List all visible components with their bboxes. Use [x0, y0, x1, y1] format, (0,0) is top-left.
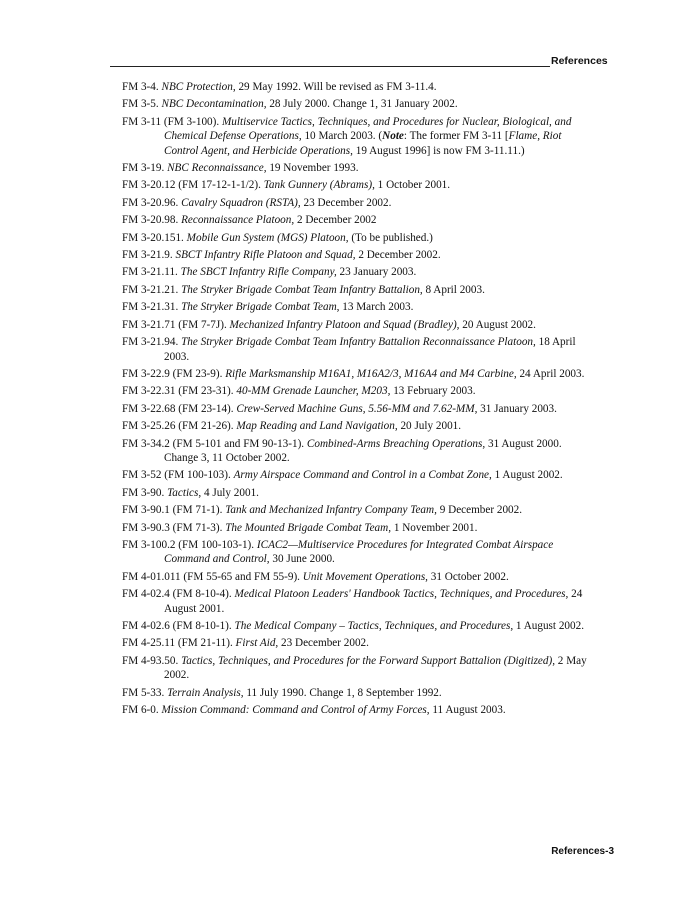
reference-number: FM 3-11 (FM 3-100).: [122, 115, 220, 128]
reference-number: FM 3-90.: [122, 486, 165, 499]
reference-entry: [122, 265, 592, 279]
reference-title: Multiservice Tactics, Techniques, and Procedures for Nuclear, Biological, and Chemical Defense Operations,: [164, 115, 572, 143]
reference-entry: [122, 196, 592, 210]
reference-entry: [122, 367, 592, 381]
reference-number: FM 4-25.11 (FM 21-11).: [122, 637, 233, 650]
reference-entry: [122, 213, 592, 227]
reference-entry: [122, 636, 592, 650]
reference-entry: [122, 318, 592, 332]
reference-entry: [122, 97, 592, 111]
reference-entry: [122, 686, 592, 700]
reference-number: FM 3-20.12 (FM 17-12-1-1/2).: [122, 179, 261, 192]
reference-entry: [122, 402, 592, 416]
reference-title: ICAC2—Multiservice Procedures for Integrated Combat Airspace Command and Control,: [164, 538, 554, 566]
reference-entry: [122, 178, 592, 192]
reference-details: 31 August 2000. Change 3, 11 October 2002.: [164, 437, 562, 464]
note-label: Note: [382, 130, 404, 143]
reference-entry: [122, 437, 592, 466]
reference-entry: [122, 521, 592, 535]
reference-entry: [122, 703, 592, 717]
reference-entry: [122, 486, 592, 500]
reference-details: 11 July 1990. Change 1, 8 September 1992.: [246, 686, 442, 699]
reference-title: The Stryker Brigade Combat Team,: [181, 301, 340, 314]
reference-number: FM 3-90.1 (FM 71-1).: [122, 504, 223, 517]
reference-number: FM 3-34.2 (FM 5-101 and FM 90-13-1).: [122, 437, 305, 450]
reference-entry: [122, 468, 592, 482]
reference-details: 23 December 2002.: [281, 637, 369, 650]
reference-number: FM 3-21.94.: [122, 336, 179, 349]
reference-entry: [122, 419, 592, 433]
reference-entry: [122, 300, 592, 314]
reference-title: The SBCT Infantry Rifle Company,: [180, 266, 337, 279]
reference-details: 1 October 2001.: [377, 179, 451, 192]
reference-title: Tank Gunnery (Abrams),: [263, 179, 375, 192]
reference-number: FM 3-22.9 (FM 23-9).: [122, 367, 223, 380]
reference-entry: [122, 619, 592, 633]
reference-number: FM 3-22.31 (FM 23-31).: [122, 385, 234, 398]
reference-entry: [122, 231, 592, 245]
reference-details: 24 August 2001.: [164, 588, 583, 615]
reference-details: 20 August 2002.: [462, 318, 536, 331]
reference-number: FM 4-01.011 (FM 55-65 and FM 55-9).: [122, 570, 300, 583]
reference-number: FM 3-20.98.: [122, 214, 179, 227]
reference-title: Tactics,: [167, 486, 202, 499]
reference-number: FM 5-33.: [122, 686, 165, 699]
reference-title: 40-MM Grenade Launcher, M203,: [236, 385, 391, 398]
reference-number: FM 3-100.2 (FM 100-103-1).: [122, 538, 255, 551]
reference-number: FM 3-19.: [122, 162, 165, 175]
reference-title: Army Airspace Command and Control in a Combat Zone,: [233, 469, 492, 482]
reference-title: First Aid,: [235, 637, 279, 650]
reference-entry: [122, 654, 592, 683]
reference-details: 13 February 2003.: [393, 385, 476, 398]
reference-number: FM 3-21.11.: [122, 266, 178, 279]
reference-details: 18 April 2003.: [164, 336, 576, 363]
reference-number: FM 4-93.50.: [122, 654, 179, 667]
reference-number: FM 3-52 (FM 100-103).: [122, 469, 231, 482]
reference-title: The Stryker Brigade Combat Team Infantry Battalion Reconnaissance Platoon,: [181, 336, 536, 349]
note-end: 19 August 1996] is now FM 3-11.11.): [355, 144, 525, 157]
reference-entry: [122, 570, 592, 584]
reference-details: 2 December 2002: [296, 214, 377, 227]
reference-number: FM 3-21.21.: [122, 283, 179, 296]
reference-number: FM 3-90.3 (FM 71-3).: [122, 521, 223, 534]
reference-title: Tank and Mechanized Infantry Company Team,: [225, 504, 437, 517]
reference-details: 23 January 2003.: [339, 266, 417, 279]
reference-title: The Mounted Brigade Combat Team,: [225, 521, 392, 534]
reference-details: 29 May 1992. Will be revised as FM 3-11.4.: [238, 81, 437, 93]
reference-number: FM 3-21.31.: [122, 301, 179, 314]
reference-details: 13 March 2003.: [342, 301, 414, 314]
reference-title: Medical Platoon Leaders' Handbook Tactics, Techniques, and Procedures,: [234, 588, 569, 601]
reference-number: FM 3-21.71 (FM 7-7J).: [122, 318, 227, 331]
reference-title: Combined-Arms Breaching Operations,: [306, 437, 486, 450]
reference-details: 1 November 2001.: [393, 521, 478, 534]
reference-number: FM 6-0.: [122, 704, 159, 717]
reference-number: FM 3-20.151.: [122, 231, 184, 244]
reference-entry: [122, 283, 592, 297]
reference-details: 30 June 2000.: [272, 553, 335, 566]
reference-entry: [122, 587, 592, 616]
reference-entry: [122, 248, 592, 262]
reference-title: NBC Protection,: [161, 81, 236, 93]
reference-entry: [122, 80, 592, 94]
reference-entry: [122, 503, 592, 517]
page-footer-number: References-3: [551, 846, 614, 857]
reference-details: 24 April 2003.: [519, 367, 585, 380]
reference-entry: [122, 115, 592, 158]
reference-number: FM 3-25.26 (FM 21-26).: [122, 420, 234, 433]
reference-details: 2 May 2002.: [164, 654, 587, 682]
header-rule: [110, 66, 550, 67]
reference-details: 20 July 2001.: [400, 420, 462, 433]
reference-title: Unit Movement Operations,: [302, 570, 428, 583]
reference-entry: [122, 538, 592, 567]
reference-title: Crew-Served Machine Guns, 5.56-MM and 7.62-MM,: [236, 402, 478, 415]
reference-number: FM 3-5.: [122, 98, 159, 111]
reference-title: Mobile Gun System (MGS) Platoon,: [186, 231, 349, 244]
reference-title: Mission Command: Command and Control of Army Forces,: [161, 704, 430, 717]
reference-details: 1 August 2002.: [494, 469, 563, 482]
page-header-title: References: [551, 55, 608, 67]
reference-number: FM 4-02.4 (FM 8-10-4).: [122, 588, 232, 601]
reference-details: 11 August 2003.: [432, 704, 506, 717]
reference-details: 31 October 2002.: [430, 570, 509, 583]
reference-number: FM 3-20.96.: [122, 196, 179, 209]
reference-details: 10 March 2003. (: [304, 130, 383, 143]
reference-title: The Stryker Brigade Combat Team Infantry Battalion,: [181, 283, 423, 296]
reference-number: FM 3-21.9.: [122, 249, 173, 262]
reference-entry: [122, 384, 592, 398]
note-title: Flame, Riot Control Agent, and Herbicide Operations,: [164, 130, 562, 157]
reference-title: Cavalry Squadron (RSTA),: [181, 196, 301, 209]
reference-details: 31 January 2003.: [480, 402, 557, 415]
reference-title: NBC Reconnaissance,: [167, 162, 267, 175]
reference-entry: [122, 335, 592, 364]
reference-number: FM 3-22.68 (FM 23-14).: [122, 402, 234, 415]
reference-title: Rifle Marksmanship M16A1, M16A2/3, M16A4 and M4 Carbine,: [225, 367, 517, 380]
reference-number: FM 3-4.: [122, 81, 159, 93]
reference-title: Mechanized Infantry Platoon and Squad (Bradley),: [229, 318, 460, 331]
reference-title: SBCT Infantry Rifle Platoon and Squad,: [175, 249, 356, 262]
reference-details: 4 July 2001.: [203, 486, 259, 499]
reference-title: Terrain Analysis,: [167, 686, 244, 699]
reference-title: NBC Decontamination,: [161, 98, 267, 111]
references-list: [122, 80, 592, 720]
note-text: : The former FM 3-11 [: [403, 130, 509, 143]
reference-title: Tactics, Techniques, and Procedures for the Forward Support Battalion (Digitized),: [181, 654, 555, 667]
reference-title: Reconnaissance Platoon,: [181, 214, 295, 227]
reference-title: The Medical Company – Tactics, Techniques, and Procedures,: [234, 620, 514, 632]
reference-details: 9 December 2002.: [439, 504, 523, 517]
reference-title: Map Reading and Land Navigation,: [236, 420, 398, 433]
reference-details: 8 April 2003.: [425, 283, 485, 296]
reference-details: 19 November 1993.: [269, 162, 359, 175]
reference-details: 2 December 2002.: [358, 249, 441, 262]
reference-details: (To be published.): [351, 231, 433, 244]
reference-details: 23 December 2002.: [303, 196, 392, 209]
reference-details: 1 August 2002.: [515, 620, 584, 632]
reference-details: 28 July 2000. Change 1, 31 January 2002.: [269, 98, 458, 111]
reference-entry: [122, 161, 592, 175]
reference-number: FM 4-02.6 (FM 8-10-1).: [122, 620, 232, 632]
